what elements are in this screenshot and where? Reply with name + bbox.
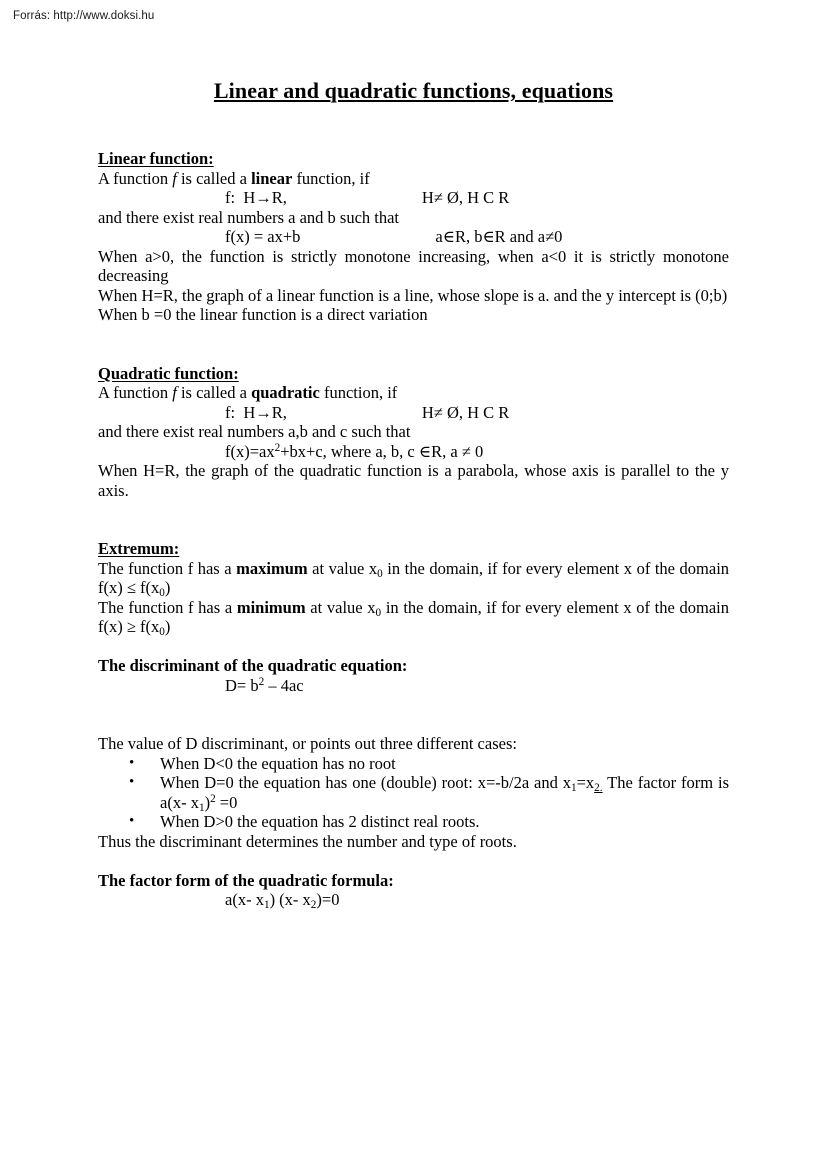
maximum-end: ) — [164, 578, 171, 597]
discriminant-formula-line — [98, 676, 729, 696]
discriminant-cases-list — [98, 754, 729, 832]
maximum-keyword: maximum — [236, 558, 308, 578]
linear-intro-pre: A function — [98, 168, 173, 188]
factor-form-formula-line — [98, 890, 729, 910]
bullet-icon: • — [129, 813, 135, 829]
quadratic-formula-line — [98, 442, 729, 462]
linear-monotone-line: When a>0, the function is strictly monotone increasing, when a<0 it is strictly monotone decreasing — [98, 246, 729, 285]
section-extremum — [98, 539, 729, 637]
quadratic-mapping-right: H≠ Ø, H C R — [421, 402, 510, 422]
list-item-text: When D>0 the equation has 2 distinct real roots. — [160, 812, 480, 831]
page-title — [98, 78, 729, 104]
linear-graph-line: When H=R, the graph of a linear function is a line, whose slope is a. and the y intercept is (0;b) — [98, 285, 728, 305]
heading-discriminant: The discriminant of the quadratic equation: — [98, 656, 408, 675]
linear-mapping-right: H≠ Ø, H C R — [421, 188, 510, 207]
quadratic-parabola-line: When H=R, the graph of the quadratic function is a parabola, whose axis is parallel to the y axis. — [98, 461, 729, 500]
factor-form-subscript-1: 1 — [263, 899, 270, 912]
spacer — [98, 637, 729, 657]
section-factor-form — [98, 871, 729, 910]
section-quadratic-function — [98, 364, 729, 501]
minimum-keyword: minimum — [236, 597, 306, 617]
spacer — [98, 104, 729, 149]
linear-intro-keyword: linear — [251, 168, 293, 188]
maximum-subscript: 0 — [377, 567, 383, 580]
extremum-minimum-line — [98, 598, 729, 637]
linear-intro-f: f — [172, 168, 177, 188]
factor-form-subscript-2: 2 — [310, 899, 317, 912]
factor-form-post: )=0 — [316, 890, 340, 909]
list-item-text: When D<0 the equation has no root — [160, 753, 396, 773]
extremum-maximum-line — [98, 559, 729, 598]
spacer — [98, 325, 729, 364]
maximum-post: in the domain, if for every element x of the domain f(x) ≤ f(x — [98, 558, 730, 597]
quadratic-formula-pre: f(x)=ax — [225, 441, 275, 461]
heading-factor-form: The factor form of the quadratic formula: — [98, 870, 394, 890]
discriminant-thus-line: Thus the discriminant determines the number and type of roots. — [98, 831, 517, 851]
minimum-subscript-2: 0 — [159, 626, 165, 639]
minimum-end: ) — [164, 617, 171, 636]
linear-exists-line: and there exist real numbers a and b such that — [98, 207, 400, 227]
quadratic-formula-exponent: 2 — [274, 441, 281, 454]
linear-formula-left: f(x) = ax+b — [225, 227, 301, 246]
spacer — [98, 695, 729, 734]
bullet-icon: • — [129, 774, 135, 790]
linear-definition-line — [98, 169, 729, 189]
maximum-subscript-2: 0 — [159, 587, 165, 600]
discriminant-formula-pre: D= b — [225, 675, 259, 695]
discriminant-value-line: The value of D discriminant, or points out three different cases: — [98, 734, 517, 753]
linear-intro-mid: is called a — [176, 168, 252, 188]
heading-quadratic-function: Quadratic function: — [98, 363, 239, 383]
quadratic-intro-post: function, if — [319, 383, 398, 402]
spacer — [98, 851, 729, 871]
quadratic-mapping-left: f: H→R, — [225, 402, 287, 422]
discriminant-formula-exponent: 2 — [258, 675, 265, 688]
discriminant-formula-post: – 4ac — [264, 675, 304, 695]
linear-formula-line — [98, 227, 729, 247]
linear-mapping-left: f: H→R, — [225, 188, 287, 207]
list-item — [98, 754, 729, 774]
quadratic-intro-pre: A function — [98, 383, 173, 402]
list-item — [98, 773, 729, 812]
quadratic-mapping-line — [98, 403, 729, 423]
spacer — [98, 500, 729, 539]
list-item — [98, 812, 729, 832]
maximum-pre: The function f has a — [98, 558, 237, 578]
minimum-mid: at value x — [305, 597, 376, 617]
linear-direct-variation-line: When b =0 the linear function is a direct variation — [98, 305, 428, 324]
quadratic-formula-post: +bx+c, where a, b, c ∈R, a ≠ 0 — [280, 441, 484, 461]
section-linear-function — [98, 149, 729, 325]
linear-mapping-line — [98, 188, 729, 208]
maximum-mid: at value x — [307, 558, 378, 578]
minimum-post: in the domain, if for every element x of the domain f(x) ≥ f(x — [98, 597, 730, 636]
list-item-text: When D=0 the equation has one (double) root: x=-b/2a and $x_1=x_{2.}$ The factor form is a(x- $x_1)^2 =0$ — [160, 773, 729, 814]
linear-intro-post: function, if — [292, 168, 370, 188]
quadratic-exists-line: and there exist real numbers a,b and c such that — [98, 422, 411, 441]
quadratic-intro-keyword: quadratic — [251, 383, 320, 402]
factor-form-mid: ) (x- x — [269, 890, 311, 909]
minimum-subscript: 0 — [375, 606, 382, 619]
section-discriminant — [98, 656, 729, 851]
factor-form-pre: a(x- x — [225, 890, 264, 909]
heading-extremum: Extremum: — [98, 539, 180, 558]
heading-linear-function: Linear function: — [98, 149, 214, 168]
quadratic-definition-line — [98, 383, 729, 403]
source-url-stamp: Forrás: http://www.doksi.hu — [13, 10, 155, 22]
page-title-text: Linear and quadratic functions, equations — [213, 78, 614, 103]
document-page — [98, 0, 729, 910]
bullet-icon: • — [129, 754, 135, 771]
linear-formula-right: a∈R, b∈R and a≠0 — [435, 227, 563, 246]
minimum-pre: The function f has a — [98, 597, 237, 617]
quadratic-intro-f: f — [172, 383, 177, 402]
quadratic-intro-mid: is called a — [176, 383, 252, 402]
